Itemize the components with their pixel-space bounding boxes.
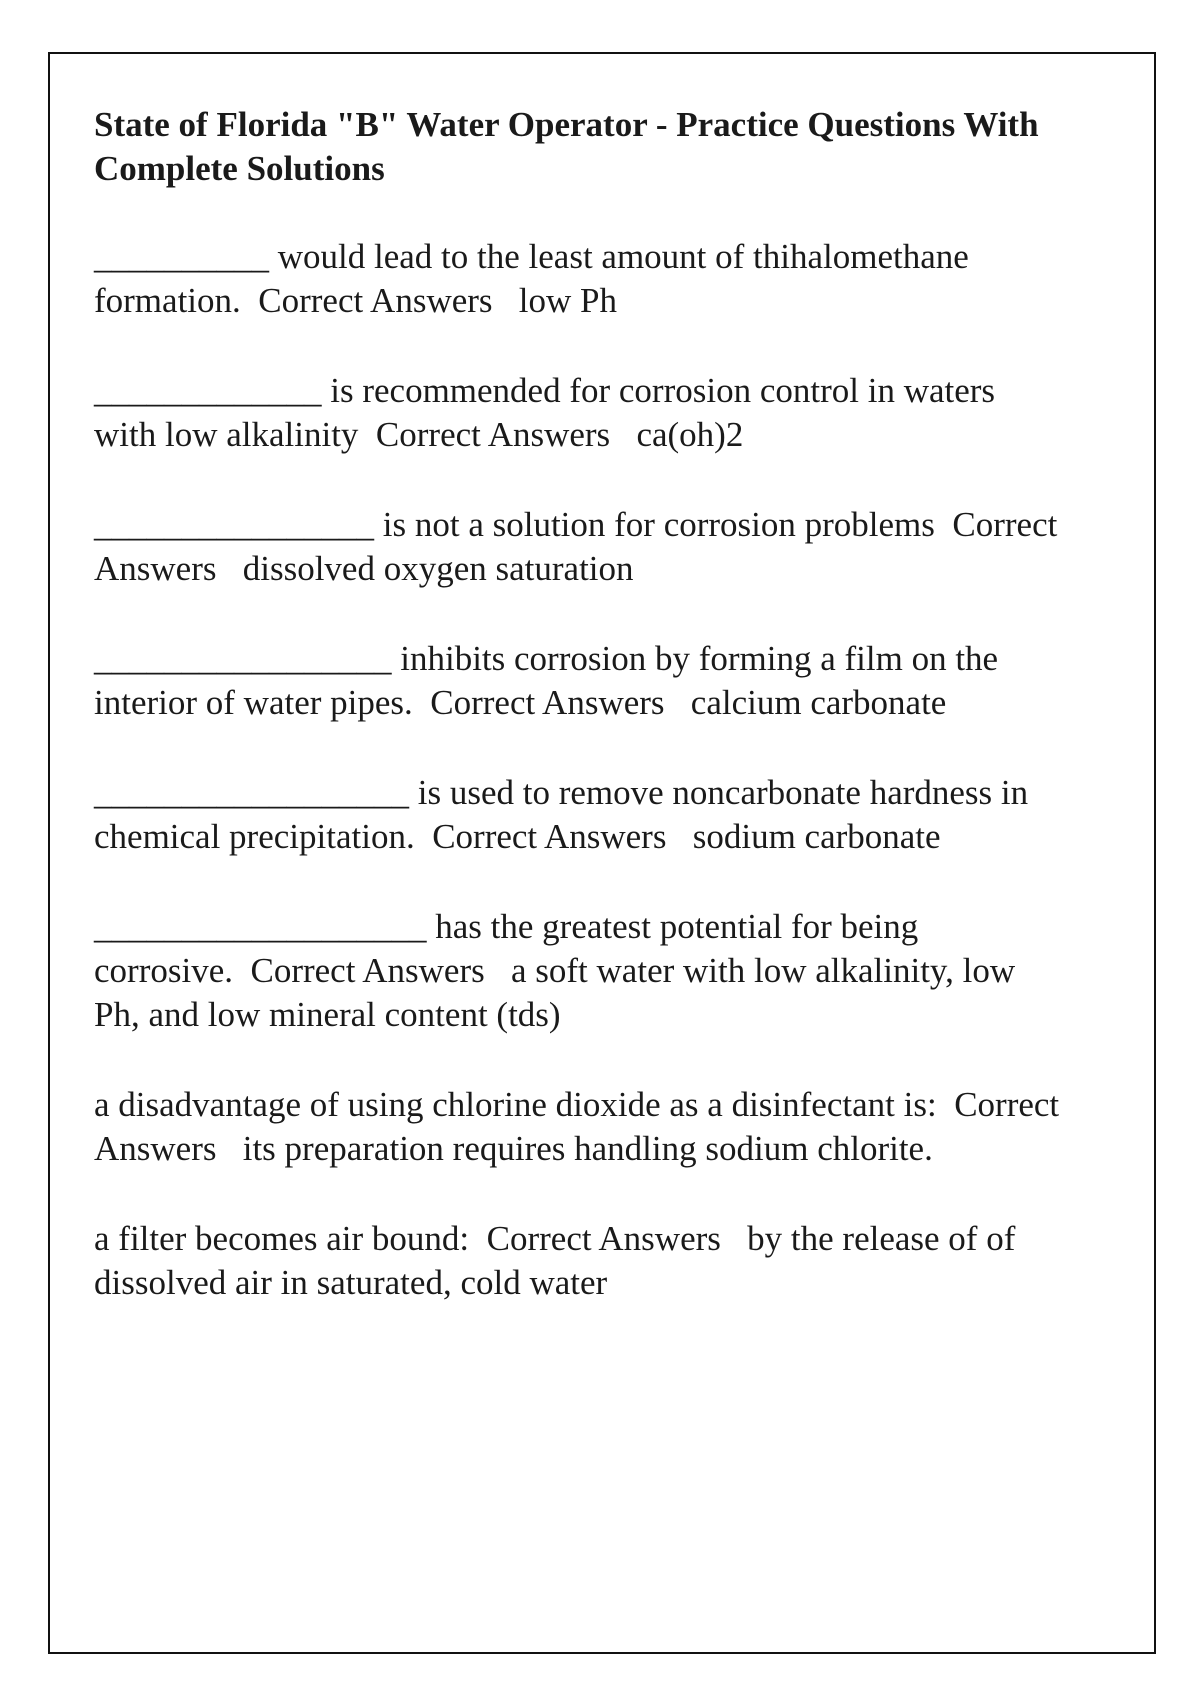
answer-label: Correct Answers (430, 683, 683, 722)
answer-text: by the release of of dissolved air in saturated, cold water (94, 1219, 1025, 1302)
answer-label: Correct Answers (258, 281, 511, 320)
question-text: __________________ is used to remove noncarbonate hardness in chemical precipitation. (94, 773, 1037, 856)
qa-item (94, 503, 1064, 591)
qa-item (94, 369, 1064, 457)
answer-label: Correct Answers (486, 1219, 739, 1258)
question-text: a filter becomes air bound: (94, 1219, 478, 1258)
answer-label: Correct Answers (375, 415, 628, 454)
question-text: _____________ is recommended for corrosion control in waters with low alkalinity (94, 371, 1004, 454)
document-title: State of Florida "B" Water Operator - Practice Questions With Complete Solutions (94, 105, 1039, 188)
qa-item (94, 637, 1064, 725)
answer-label: Correct Answers (94, 1085, 1066, 1168)
question-text: ________________ is not a solution for corrosion problems (94, 505, 944, 544)
question-text: a disadvantage of using chlorine dioxide as a disinfectant is: (94, 1085, 946, 1124)
qa-item (94, 1083, 1064, 1171)
answer-label: Correct Answers (432, 817, 684, 856)
answer-label: Correct Answers (250, 951, 503, 990)
qa-item (94, 771, 1064, 859)
qa-item (94, 1217, 1064, 1305)
qa-item (94, 235, 1064, 323)
answer-text: ca(oh)2 (636, 415, 744, 454)
answer-text: low Ph (518, 281, 618, 320)
qa-item (94, 905, 1064, 1037)
document-content (94, 103, 1064, 1351)
answer-text: dissolved oxygen saturation (242, 549, 634, 588)
question-text: _________________ inhibits corrosion by forming a film on the interior of water pipes. (94, 639, 1007, 722)
question-text: ___________________ has the greatest potential for being corrosive. (94, 907, 928, 990)
answer-text: a soft water with low alkalinity, low Ph, and low mineral content (tds) (94, 951, 1024, 1034)
answer-text: sodium carbonate (692, 817, 941, 856)
question-text: __________ would lead to the least amount of thihalomethane formation. (94, 237, 978, 320)
answer-text: its preparation requires handling sodium chlorite. (242, 1129, 933, 1168)
answer-text: calcium carbonate (690, 683, 947, 722)
answer-label: Correct Answers (94, 505, 1065, 588)
